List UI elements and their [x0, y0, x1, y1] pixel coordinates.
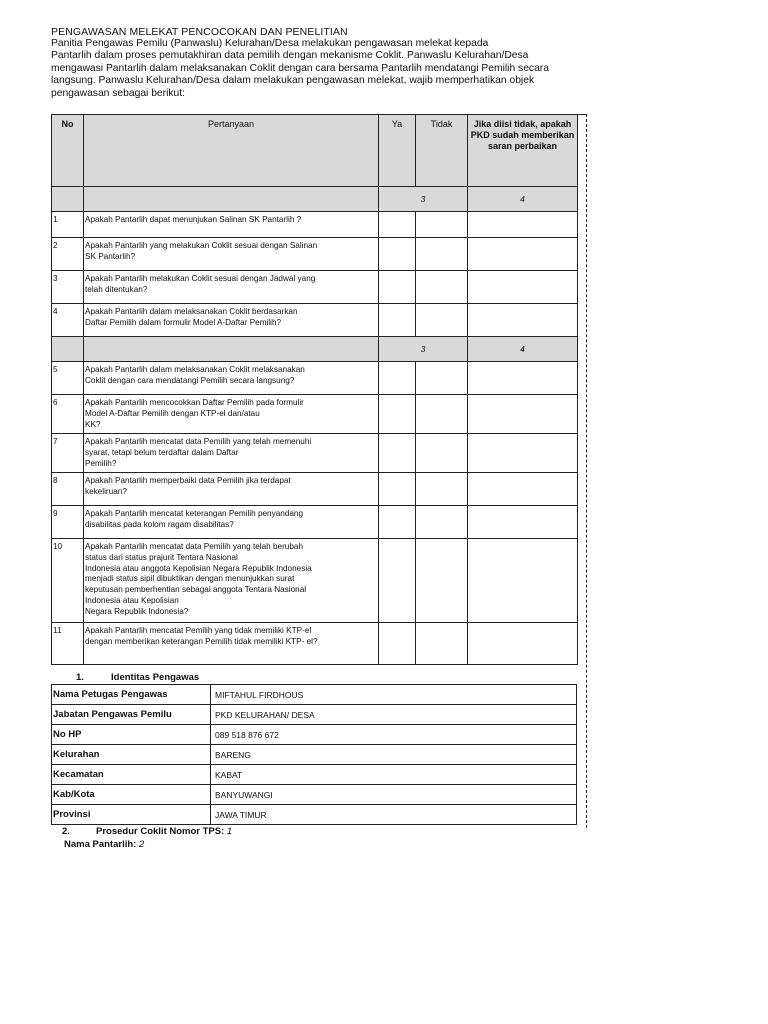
table-row — [52, 539, 578, 623]
header-pertanyaan: Pertanyaan — [84, 115, 379, 187]
question-line: Apakah Pantarlih melakukan Coklit sesuai dengan Jadwal yang — [85, 274, 316, 283]
answer-tidak-cell[interactable] — [416, 304, 468, 337]
answer-ya-cell[interactable] — [379, 212, 416, 238]
table-header-row — [52, 115, 578, 187]
section-label: Prosedur Coklit Nomor TPS: — [96, 826, 225, 837]
table-row — [52, 212, 578, 238]
answer-tidak-cell[interactable] — [416, 362, 468, 395]
question-line: Apakah Pantarlih memperbaiki data Pemilih jika terdapat — [85, 476, 291, 485]
tps-number-value: 1 — [226, 826, 233, 837]
question-line: telah ditentukan? — [85, 284, 148, 294]
table-row — [52, 623, 578, 665]
table-row — [52, 271, 578, 304]
question-line: Apakah Pantarlih mencatat Pemilih yang tidak memiliki KTP-el — [85, 626, 312, 635]
document-title: PENGAWASAN MELEKAT PENCOCOKAN DAN PENELITIAN — [51, 26, 348, 38]
answer-tidak-cell[interactable] — [416, 506, 468, 539]
question-line: Indonesia atau anggota Kepolisian Negara Republik Indonesia — [85, 563, 312, 573]
section-number: 2. — [62, 826, 70, 837]
section-number: 1. — [76, 672, 84, 683]
row-number: 4 — [52, 304, 84, 337]
answer-ya-cell[interactable] — [379, 506, 416, 539]
identity-label: Kecamatan — [52, 765, 211, 785]
answer-tidak-cell[interactable] — [416, 212, 468, 238]
section-cell — [84, 337, 379, 362]
question-line: KK? — [85, 419, 101, 429]
section-cell: 3 — [379, 187, 468, 212]
question-line: Apakah Pantarlih dapat menunjukan Salinan SK Pantarlih ? — [85, 215, 302, 224]
intro-line: Panitia Pengawas Pemilu (Panwaslu) Kelurahan/Desa melakukan pengawasan melekat kepada — [51, 38, 489, 49]
question-line: keputusan pemberhentian sebagai anggota Tentara Nasional — [85, 585, 307, 595]
section-cell: 3 — [379, 337, 468, 362]
saran-cell[interactable] — [468, 362, 578, 395]
question-text — [84, 238, 379, 271]
identity-row — [52, 765, 577, 785]
section-row — [52, 187, 578, 212]
saran-cell[interactable] — [468, 238, 578, 271]
question-text — [84, 623, 379, 665]
identity-value[interactable]: KABAT — [211, 765, 577, 785]
saran-cell[interactable] — [468, 473, 578, 506]
saran-cell[interactable] — [468, 395, 578, 434]
intro-line: mengawasi Pantarlih dalam melaksanakan Coklit dengan cara bersama Pantarlih mendatangi Pemilih secara — [51, 62, 549, 74]
answer-ya-cell[interactable] — [379, 395, 416, 434]
question-line: Negara Republik Indonesia? — [85, 606, 189, 616]
section-cell — [52, 187, 84, 212]
table-row — [52, 304, 578, 337]
row-number: 7 — [52, 434, 84, 473]
row-number: 1 — [52, 212, 84, 238]
question-line: kekeliruan? — [85, 486, 127, 496]
question-line: Apakah Pantarlih mencatat data Pemilih yang telah memenuhi — [85, 437, 312, 446]
saran-cell[interactable] — [468, 212, 578, 238]
section-prosedur-heading — [62, 826, 232, 837]
saran-cell[interactable] — [468, 539, 578, 623]
question-line: Apakah Pantarlih dalam melaksanakan Coklit berdasarkan — [85, 307, 298, 316]
question-line: status dari status prajurit Tentara Nasional — [85, 552, 238, 562]
questions-table — [51, 114, 578, 665]
identity-value[interactable]: BARENG — [211, 745, 577, 765]
pantarlih-value: 2 — [138, 839, 145, 850]
table-row — [52, 362, 578, 395]
answer-tidak-cell[interactable] — [416, 539, 468, 623]
answer-ya-cell[interactable] — [379, 362, 416, 395]
saran-cell[interactable] — [468, 304, 578, 337]
row-number: 9 — [52, 506, 84, 539]
question-text — [84, 271, 379, 304]
row-number: 5 — [52, 362, 84, 395]
question-text — [84, 362, 379, 395]
question-line: syarat, tetapi belum terdaftar dalam Daftar — [85, 447, 239, 457]
identity-row — [52, 705, 577, 725]
question-text — [84, 434, 379, 473]
answer-ya-cell[interactable] — [379, 238, 416, 271]
section-cell — [84, 187, 379, 212]
identity-row — [52, 685, 577, 705]
question-text — [84, 539, 379, 623]
row-number: 10 — [52, 539, 84, 623]
answer-tidak-cell[interactable] — [416, 434, 468, 473]
question-line: Apakah Pantarlih yang melakukan Coklit sesuai dengan Salinan — [85, 241, 318, 250]
question-line: Pemilih? — [85, 458, 117, 468]
answer-ya-cell[interactable] — [379, 304, 416, 337]
table-row — [52, 238, 578, 271]
identity-value[interactable]: PKD KELURAHAN/ DESA — [211, 705, 577, 725]
answer-ya-cell[interactable] — [379, 434, 416, 473]
section-cell: 4 — [468, 187, 578, 212]
identity-row — [52, 745, 577, 765]
question-text — [84, 506, 379, 539]
table-row — [52, 395, 578, 434]
question-line: Apakah Pantarlih mencatat keterangan Pemilih penyandang — [85, 509, 304, 518]
intro-paragraph — [51, 38, 586, 100]
identity-table — [51, 684, 577, 825]
question-text — [84, 395, 379, 434]
answer-ya-cell[interactable] — [379, 539, 416, 623]
question-line: Apakah Pantarlih mencatat data Pemilih yang telah berubah — [85, 542, 304, 551]
answer-ya-cell[interactable] — [379, 623, 416, 665]
saran-cell[interactable] — [468, 623, 578, 665]
section-row — [52, 337, 578, 362]
identity-label: Kelurahan — [52, 745, 211, 765]
row-number: 11 — [52, 623, 84, 665]
row-number: 6 — [52, 395, 84, 434]
header-tidak: Tidak — [416, 115, 468, 187]
answer-tidak-cell[interactable] — [416, 623, 468, 665]
intro-line: pengawasan sebagai berikut: — [51, 87, 185, 99]
row-number: 2 — [52, 238, 84, 271]
intro-line: langsung. Panwaslu Kelurahan/Desa dalam melakukan pengawasan melekat, wajib memperhatikan objek — [51, 75, 535, 87]
question-line: Coklit dengan cara mendatangi Pemilih secara langsung? — [85, 375, 295, 385]
section-identitas-heading — [76, 672, 199, 683]
question-line: SK Pantarlih? — [85, 251, 136, 261]
identity-value[interactable]: BANYUWANGI — [211, 785, 577, 805]
header-saran: Jika diisi tidak, apakah PKD sudah memberikan saran perbaikan — [468, 115, 578, 187]
pantarlih-name-line — [64, 839, 144, 850]
table-row — [52, 506, 578, 539]
answer-tidak-cell[interactable] — [416, 395, 468, 434]
answer-tidak-cell[interactable] — [416, 271, 468, 304]
identity-value[interactable]: 089 518 876 672 — [211, 725, 577, 745]
saran-cell[interactable] — [468, 434, 578, 473]
answer-tidak-cell[interactable] — [416, 473, 468, 506]
identity-label: Nama Petugas Pengawas — [52, 685, 211, 705]
identity-row — [52, 805, 577, 825]
identity-row — [52, 785, 577, 805]
intro-line: Pantarlih dalam proses pemutakhiran data pemilih dengan mekanisme Coklit. Panwaslu Kelurahan/Desa — [51, 50, 529, 62]
saran-cell[interactable] — [468, 271, 578, 304]
identity-label: Provinsi — [52, 805, 211, 825]
question-line: Apakah Pantarlih mencocokkan Daftar Pemilih pada formulir — [85, 398, 304, 407]
question-line: Model A-Daftar Pemilih dengan KTP-el dan/atau — [85, 408, 260, 418]
section-cell: 4 — [468, 337, 578, 362]
question-line: Indonesia atau Kepolisian — [85, 595, 179, 605]
question-line: Daftar Pemilih dalam formulir Model A-Daftar Pemilih? — [85, 317, 282, 327]
question-line: menjadi status sipil dibuktikan dengan menunjukkan surat — [85, 574, 295, 584]
table-row — [52, 473, 578, 506]
identity-label: No HP — [52, 725, 211, 745]
row-number: 3 — [52, 271, 84, 304]
question-line: disabilitas pada kolom ragam disabilitas? — [85, 519, 234, 529]
pantarlih-label: Nama Pantarlih: — [64, 839, 137, 850]
question-text — [84, 212, 379, 238]
identity-value[interactable]: MIFTAHUL FIRDHOUS — [211, 685, 577, 705]
question-text — [84, 473, 379, 506]
identity-row — [52, 725, 577, 745]
answer-tidak-cell[interactable] — [416, 238, 468, 271]
section-cell — [52, 337, 84, 362]
identity-value[interactable]: JAWA TIMUR — [211, 805, 577, 825]
identity-label: Kab/Kota — [52, 785, 211, 805]
margin-dashed-line — [586, 114, 587, 828]
question-line: Apakah Pantarlih dalam melaksanakan Coklit melaksanakan — [85, 365, 305, 374]
section-label: Identitas Pengawas — [111, 672, 200, 683]
header-ya: Ya — [379, 115, 416, 187]
question-line: dengan memberikan keterangan Pemilih tidak memiliki KTP- el? — [85, 636, 318, 646]
saran-cell[interactable] — [468, 506, 578, 539]
identity-label: Jabatan Pengawas Pemilu — [52, 705, 211, 725]
answer-ya-cell[interactable] — [379, 271, 416, 304]
answer-ya-cell[interactable] — [379, 473, 416, 506]
question-text — [84, 304, 379, 337]
header-no: No — [52, 115, 84, 187]
row-number: 8 — [52, 473, 84, 506]
table-row — [52, 434, 578, 473]
